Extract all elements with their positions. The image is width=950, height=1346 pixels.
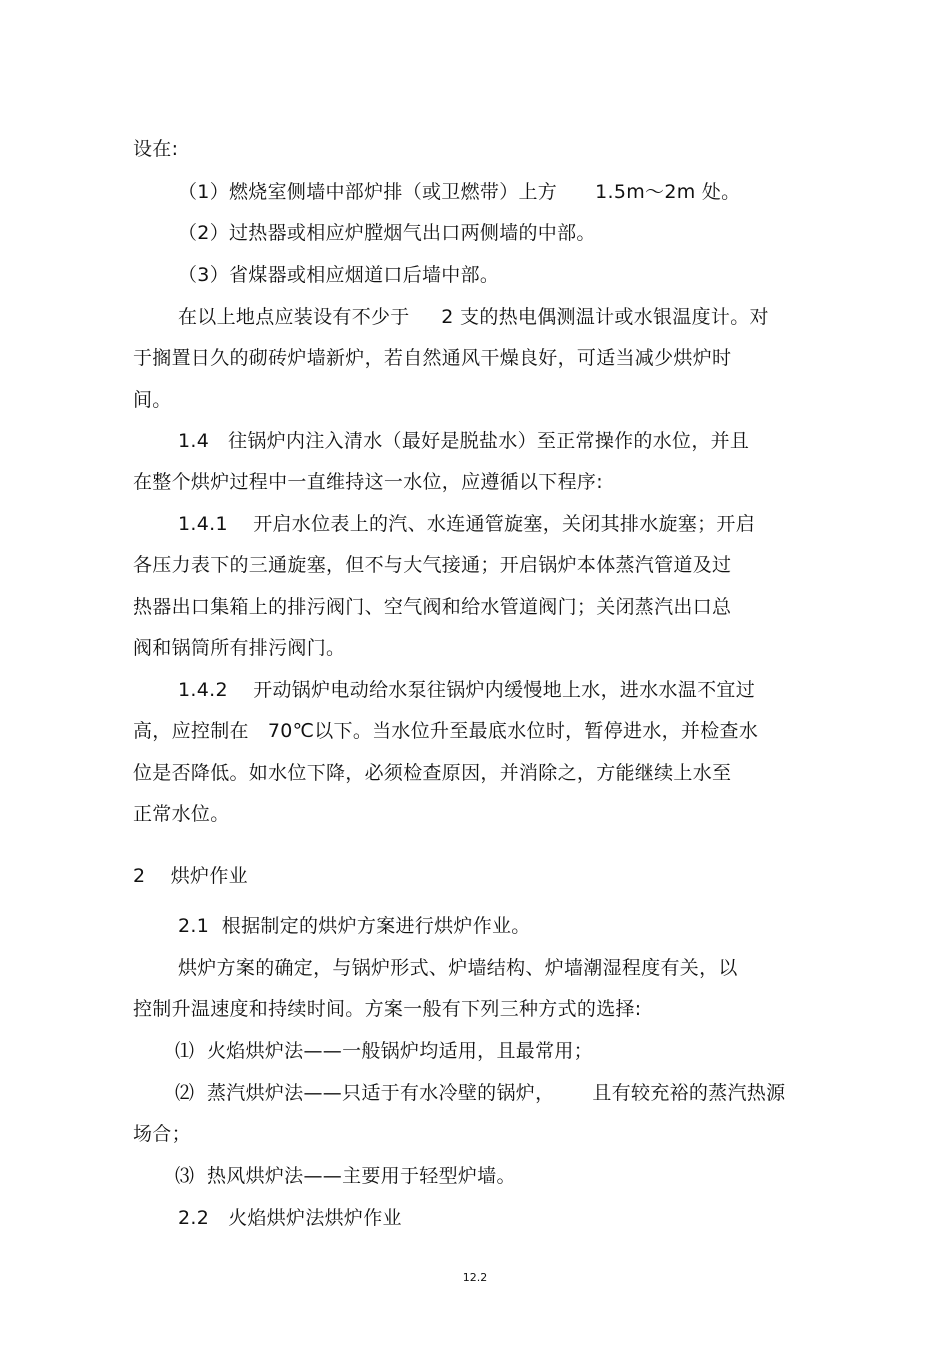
list-item: ⑴ 火焰烘炉法——一般锅炉均适用，且最常用； (175, 1040, 593, 1062)
text-line: 在以上地点应装设有不少于 2 支的热电偶测温计或水银温度计。对 (178, 306, 769, 328)
list-item: ⑶ 热风烘炉法——主要用于轻型炉墙。 (175, 1165, 516, 1187)
text-line: 各压力表下的三通旋塞，但不与大气接通；开启锅炉本体蒸汽管道及过 (133, 554, 732, 576)
text-line: 间。 (133, 389, 172, 411)
text-line: 高，应控制在 70℃以下。当水位升至最底水位时，暂停进水，并检查水 (133, 720, 759, 742)
text-line: 位是否降低。如水位下降，必须检查原因，并消除之，方能继续上水至 (133, 762, 732, 784)
text-line: 1.4.2 开动锅炉电动给水泵往锅炉内缓慢地上水，进水水温不宜过 (178, 679, 756, 701)
text-line: （2）过热器或相应炉膛烟气出口两侧墙的中部。 (178, 222, 596, 244)
text-line: （1）燃烧室侧墙中部炉排（或卫燃带）上方 1.5m～2m 处。 (178, 181, 741, 203)
text-line: 正常水位。 (133, 803, 230, 825)
text-line: 2.2 火焰烘炉法烘炉作业 (178, 1207, 402, 1229)
text-line: 阀和锅筒所有排污阀门。 (133, 637, 346, 659)
text-line: 烘炉方案的确定，与锅炉形式、炉墙结构、炉墙潮湿程度有关，以 (178, 957, 738, 979)
page-number: 12.2 (462, 1271, 488, 1284)
text-line: 在整个烘炉过程中一直维持这一水位，应遵循以下程序: (133, 471, 603, 493)
text-line: 2.1 根据制定的烘炉方案进行烘炉作业。 (178, 915, 531, 937)
section-heading: 2 烘炉作业 (133, 865, 248, 887)
text-line: 于搁置日久的砌砖炉墙新炉，若自然通风干燥良好，可适当减少烘炉时 (133, 347, 732, 369)
text-line: 热器出口集箱上的排污阀门、空气阀和给水管道阀门；关闭蒸汽出口总 (133, 596, 732, 618)
text-line: 1.4 往锅炉内注入清水（最好是脱盐水）至正常操作的水位，并且 (178, 430, 750, 452)
text-line: （3）省煤器或相应烟道口后墙中部。 (178, 264, 500, 286)
text-line: 场合； (133, 1123, 191, 1145)
text-line: 1.4.1 开启水位表上的汽、水连通管旋塞，关闭其排水旋塞；开启 (178, 513, 756, 535)
text-line: 设在: (133, 138, 179, 160)
list-item: ⑵ 蒸汽烘炉法——只适于有水冷壁的锅炉， 且有较充裕的蒸汽热源 (175, 1082, 786, 1104)
text-line: 控制升温速度和持续时间。方案一般有下列三种方式的选择: (133, 998, 642, 1020)
